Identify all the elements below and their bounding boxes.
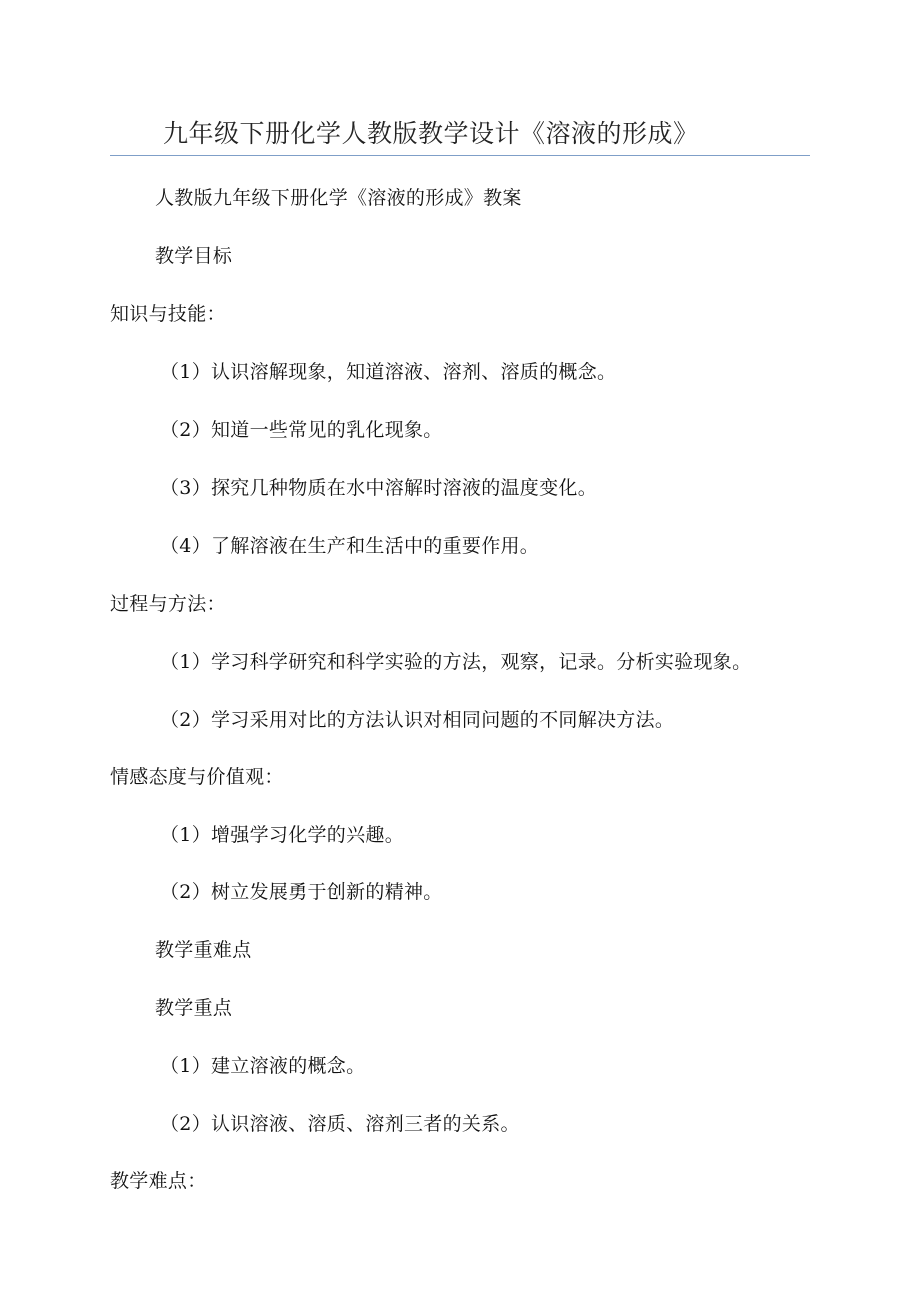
- key-points-item: （2）认识溶液、溶质、溶剂三者的关系。: [160, 1113, 520, 1135]
- key-difficult-heading: 教学重难点: [155, 939, 252, 961]
- title-divider: [110, 155, 810, 156]
- process-heading: 过程与方法：: [110, 593, 226, 615]
- document-subtitle: 人教版九年级下册化学《溶液的形成》教案: [155, 187, 522, 209]
- knowledge-item: （3）探究几种物质在水中溶解时溶液的温度变化。: [160, 477, 597, 499]
- knowledge-item: （4）了解溶液在生产和生活中的重要作用。: [160, 535, 540, 557]
- document-title: 九年级下册化学人教版教学设计《溶液的形成》: [163, 119, 699, 148]
- key-points-heading: 教学重点: [155, 997, 233, 1019]
- process-item: （1）学习科学研究和科学实验的方法，观察，记录。分析实验现象。: [160, 651, 752, 673]
- difficult-heading: 教学难点：: [110, 1170, 207, 1192]
- key-points-item: （1）建立溶液的概念。: [160, 1055, 366, 1077]
- emotion-item: （1）增强学习化学的兴趣。: [160, 824, 404, 846]
- objectives-heading: 教学目标: [155, 245, 233, 267]
- knowledge-item: （1）认识溶解现象，知道溶液、溶剂、溶质的概念。: [160, 361, 617, 383]
- emotion-heading: 情感态度与价值观：: [110, 766, 284, 788]
- emotion-item: （2）树立发展勇于创新的精神。: [160, 881, 443, 903]
- knowledge-item: （2）知道一些常见的乳化现象。: [160, 419, 443, 441]
- knowledge-heading: 知识与技能：: [110, 303, 226, 325]
- process-item: （2）学习采用对比的方法认识对相同问题的不同解决方法。: [160, 709, 675, 731]
